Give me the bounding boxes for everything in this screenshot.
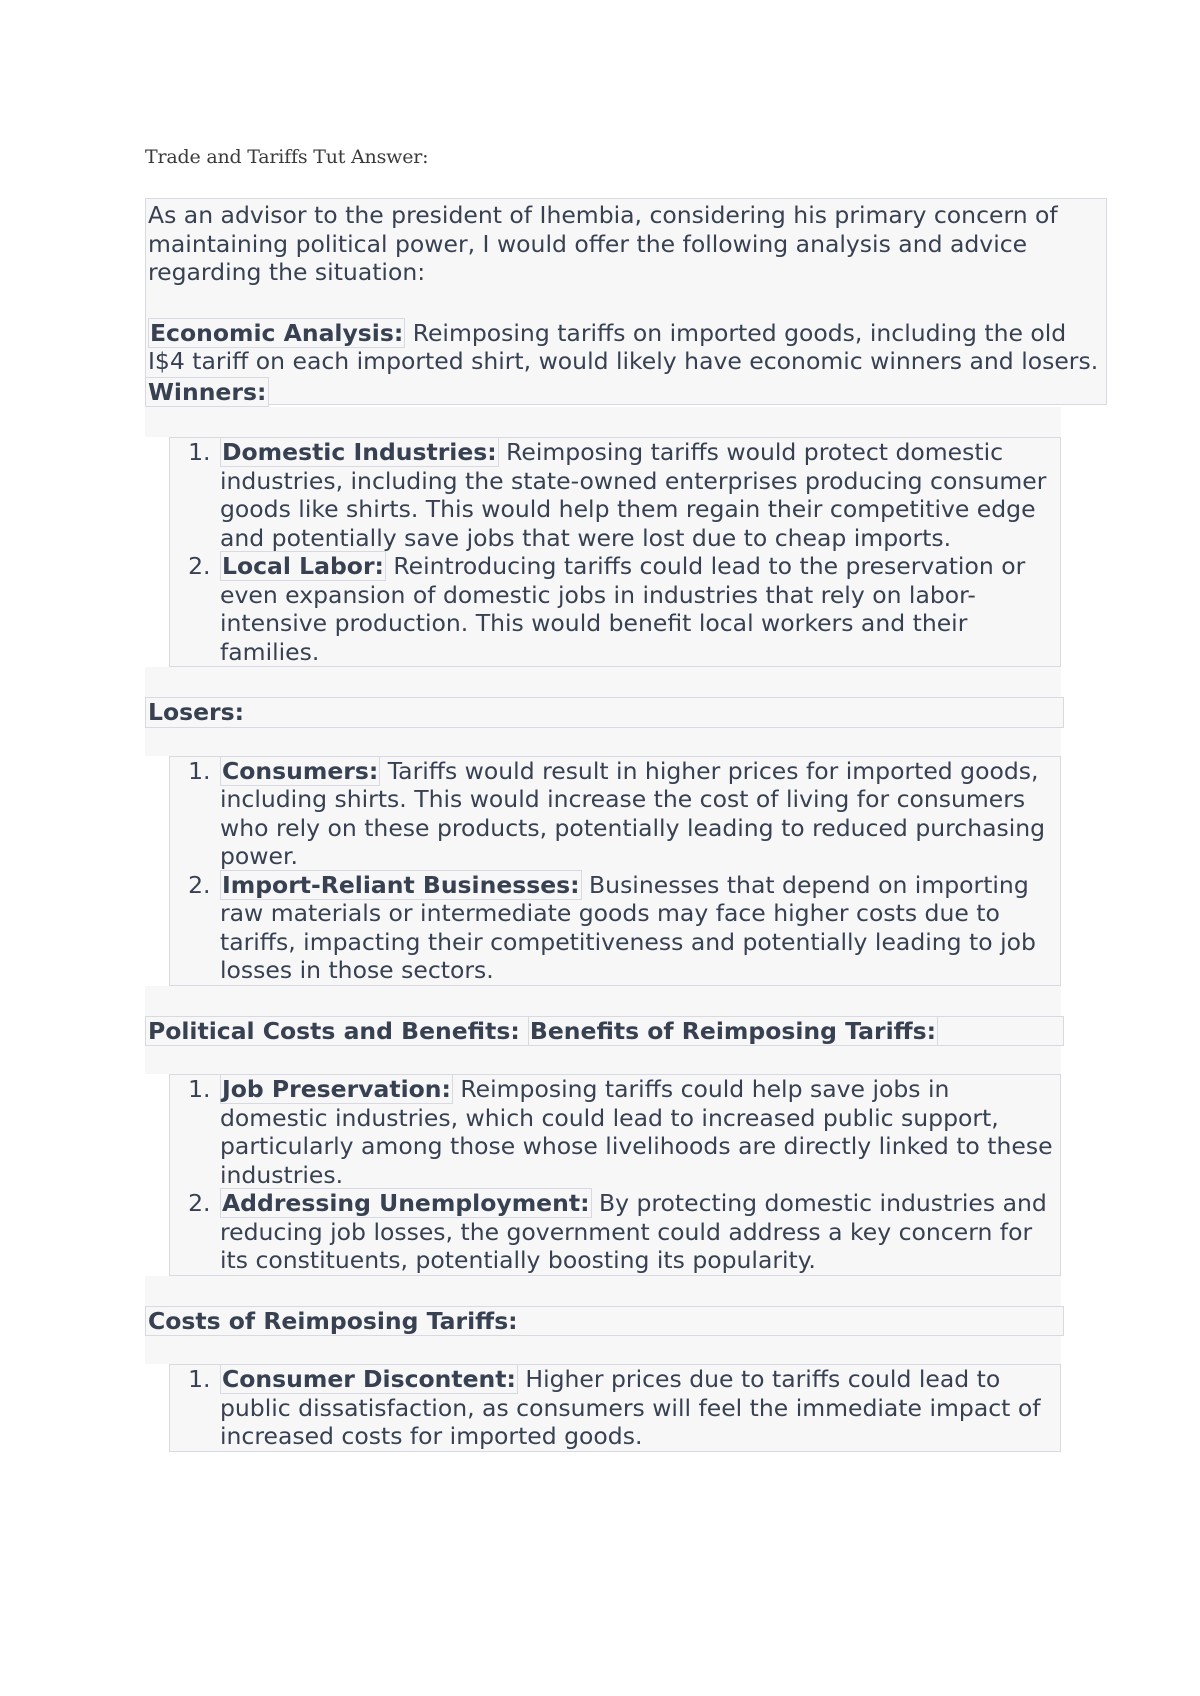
benefit-2-text: By protecting domestic industries and reducing job losses, the government could address a key concern for its constituents, potentially boosting its popularity.: [220, 1189, 1047, 1274]
winner-1-label: Domestic Industries:: [222, 438, 497, 466]
list-item: [218, 1189, 1060, 1275]
intro-block: [145, 198, 1107, 405]
loser-2-label: Import-Reliant Businesses:: [222, 870, 580, 899]
spacer: [145, 667, 1061, 697]
list-item: [218, 871, 1060, 985]
intro-paragraph: As an advisor to the president of Ihembia, considering his primary concern of maintaining political power, I would offer the following analysis and advice regarding the situation:: [148, 201, 1058, 286]
winners-heading-row: [145, 377, 1105, 408]
spacer: [145, 407, 1061, 437]
list-item: [218, 1365, 1060, 1451]
spacer: [145, 1336, 1061, 1364]
spacer: [145, 986, 1061, 1016]
document-title: Trade and Tariffs Tut Answer:: [145, 146, 429, 168]
loser-1-text: Tariffs would result in higher prices for imported goods, including shirts. This would increase the cost of living for consumers who rely on these products, potentially leading to reduced purchasing power.: [220, 756, 1046, 870]
benefits-list-box: [169, 1074, 1061, 1276]
winners-heading: Winners:: [145, 377, 269, 408]
political-heading: Political Costs and Benefits:: [148, 1016, 520, 1045]
costs-list: [170, 1365, 1060, 1451]
winner-2-text: Reintroducing tariffs could lead to the preservation or even expansion of domestic jobs in industries that rely on labor-intensive production. This would benefit local workers and their families.: [220, 552, 1026, 666]
benefit-1-label: Job Preservation:: [222, 1075, 451, 1103]
benefits-heading: Benefits of Reimposing Tariffs:: [529, 1016, 937, 1045]
spacer: [145, 728, 1061, 756]
winner-1-text: Reimposing tariffs would protect domestic industries, including the state-owned enterprises producing consumer goods like shirts. This would help them regain their competitive edge and potentially save jobs that were lost due to cheap imports.: [220, 438, 1047, 552]
economic-analysis-text: Reimposing tariffs on imported goods, including the old I$4 tariff on each imported shirt, would likely have economic winners and losers.: [148, 318, 1099, 375]
list-item: [218, 757, 1060, 871]
costs-list-box: [169, 1364, 1061, 1452]
list-item: [218, 552, 1060, 666]
list-item: [218, 438, 1060, 552]
winner-2-label: Local Labor:: [222, 552, 384, 580]
cost-1-text: Higher prices due to tariffs could lead to public dissatisfaction, as consumers will feel the immediate impact of increased costs for imported goods.: [220, 1365, 1041, 1450]
political-heading-row: [145, 1016, 1064, 1047]
winners-list-box: [169, 437, 1061, 667]
losers-heading: Losers:: [145, 697, 1064, 728]
economic-analysis-label: Economic Analysis:: [150, 318, 404, 347]
winners-list: [170, 438, 1060, 666]
loser-1-label: Consumers:: [222, 756, 379, 785]
economic-analysis-paragraph: [148, 319, 1104, 376]
benefit-2-label: Addressing Unemployment:: [222, 1189, 590, 1217]
cost-1-label: Consumer Discontent:: [222, 1365, 516, 1393]
spacer: [145, 1276, 1061, 1306]
loser-2-text: Businesses that depend on importing raw materials or intermediate goods may face higher costs due to tariffs, impacting their competitiveness and potentially leading to job losses in those sectors.: [220, 870, 1036, 984]
document-body: [145, 201, 1105, 1452]
list-item: [218, 1075, 1060, 1189]
benefits-list: [170, 1075, 1060, 1275]
costs-heading: Costs of Reimposing Tariffs:: [145, 1306, 1064, 1337]
spacer: [145, 1046, 1061, 1074]
losers-list-box: [169, 756, 1061, 986]
losers-list: [170, 757, 1060, 985]
benefit-1-text: Reimposing tariffs could help save jobs in domestic industries, which could lead to increased public support, particularly among those whose livelihoods are directly linked to these industries.: [220, 1075, 1053, 1189]
